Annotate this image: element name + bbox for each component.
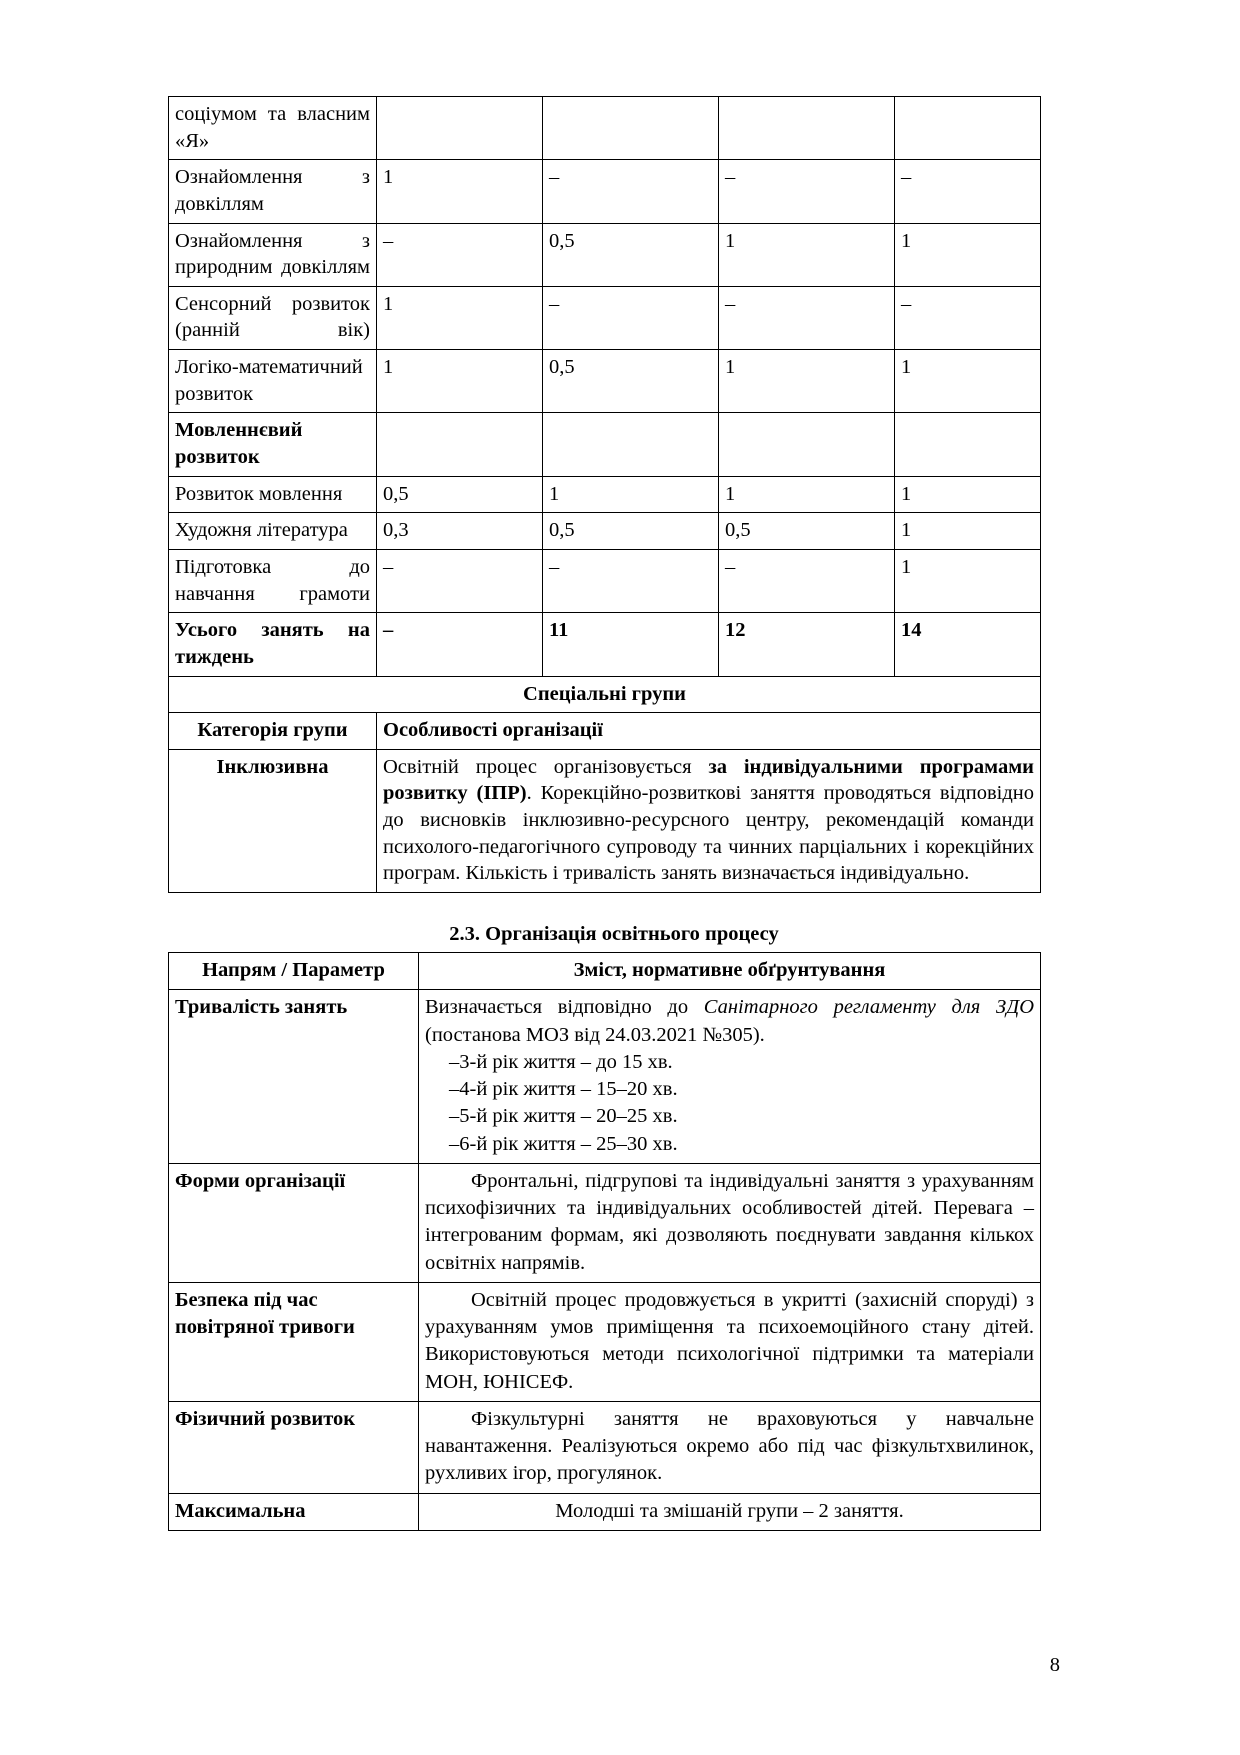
schedule-cell: 0,5: [543, 513, 719, 550]
schedule-cell: [719, 413, 895, 476]
schedule-row-label: Підготовка до навчання грамоти: [169, 549, 377, 612]
table-row: [169, 97, 1041, 160]
special-groups-header: Спеціальні групи: [169, 676, 1041, 713]
table-row: [169, 223, 1041, 286]
org-content-lead: [425, 994, 1034, 1049]
duration-list-item: –6-й рік життя – 25–30 хв.: [449, 1132, 678, 1155]
org-param-label: Безпека під час повітряної тривоги: [169, 1282, 419, 1401]
org-content-text: (постанова МОЗ від 24.03.2021 №305).: [425, 1023, 765, 1046]
schedule-cell: 1: [377, 160, 543, 223]
schedule-cell: [377, 97, 543, 160]
org-content-cell: [419, 1282, 1041, 1401]
schedule-cell: 0,5: [719, 513, 895, 550]
org-content-text: Молодші та змішаній групи – 2 заняття.: [555, 1499, 904, 1522]
section-title: 2.3. Організація освітнього процесу: [449, 923, 779, 946]
org-param-label: Тривалість занять: [169, 990, 419, 1164]
schedule-cell: 1: [895, 549, 1041, 612]
page-number: 8: [1049, 1654, 1060, 1676]
org-param-label: Фізичний розвиток: [169, 1401, 419, 1493]
special-groups-header-row: [169, 713, 1041, 750]
table-row: [169, 160, 1041, 223]
schedule-cell: 1: [719, 350, 895, 413]
schedule-cell: 1: [895, 513, 1041, 550]
org-param-label: Максимальна: [169, 1493, 419, 1530]
schedule-cell: 1: [543, 476, 719, 513]
org-param-label: Форми організації: [169, 1163, 419, 1282]
org-col-header-content: Зміст, нормативне обґрунтування: [419, 953, 1041, 990]
table-row: [169, 613, 1041, 676]
schedule-cell: 12: [719, 613, 895, 676]
organization-table: [168, 952, 1041, 1531]
schedule-cell: [895, 413, 1041, 476]
schedule-cell: –: [895, 160, 1041, 223]
org-content-text: Освітній процес продовжується в укритті (захисній споруді) з урахуванням умов приміщення та психоемоційного стану дітей. Використовуються методи психологічної підтримки та матеріали МОН, ЮНІСЕФ.: [425, 1288, 1034, 1393]
schedule-cell: 1: [895, 350, 1041, 413]
schedule-cell: 1: [377, 286, 543, 349]
schedule-cell: 1: [895, 476, 1041, 513]
schedule-cell: [719, 97, 895, 160]
schedule-cell: 0,5: [377, 476, 543, 513]
inclusive-description-text: . Корекційно-розвиткові заняття проводяться відповідно до висновків інклюзивно-ресурсного центру, рекомендацій команди психолого-педагогічного супроводу та чинних парціальних і корекційних програм. Кількість і тривалість занять визначається індивідуально.: [383, 782, 1034, 885]
table-row: [169, 549, 1041, 612]
org-content-cell: [419, 1493, 1041, 1530]
special-groups-banner-row: [169, 676, 1041, 713]
schedule-row-label: Логіко-математичний розвиток: [169, 350, 377, 413]
duration-list-item: –5-й рік життя – 20–25 хв.: [449, 1105, 678, 1128]
duration-list-item: –3-й рік життя – до 15 хв.: [449, 1050, 673, 1073]
table-row: [169, 513, 1041, 550]
org-content-text: Визначається відповідно до: [425, 996, 704, 1019]
org-content-text: Фізкультурні заняття не враховуються у навчальне навантаження. Реалізуються окремо або під час фізкультхвилинок, рухливих ігор, прогулянок.: [425, 1407, 1034, 1485]
duration-list-item: –4-й рік життя – 15–20 хв.: [449, 1078, 678, 1101]
schedule-row-label: Ознайомлення з довкіллям: [169, 160, 377, 223]
organization-table-body: [169, 953, 1041, 1531]
schedule-row-label: Ознайомлення з природним довкіллям: [169, 223, 377, 286]
inclusive-description-text: Освітній процес організовується: [383, 755, 709, 778]
org-content-cell: [419, 990, 1041, 1164]
schedule-cell: 0,3: [377, 513, 543, 550]
regulation-name: Санітарного регламенту для ЗДО: [703, 996, 1034, 1019]
schedule-row-label: Усього занять на тиждень: [169, 613, 377, 676]
schedule-cell: –: [719, 549, 895, 612]
schedule-cell: –: [719, 286, 895, 349]
schedule-cell: 1: [719, 476, 895, 513]
schedule-cell: [895, 97, 1041, 160]
schedule-cell: 14: [895, 613, 1041, 676]
inclusive-description-emphasis: за індивідуальними програмами розвитку (ІПР): [383, 755, 1034, 805]
org-content-text: Фронтальні, підгрупові та індивідуальні заняття з урахуванням психофізичних та індивідуальних особливостей дітей. Перевага – інтегрованим формам, які дозволяють поєднувати завдання кількох освітніх напрямів.: [425, 1169, 1034, 1274]
special-col-header-category: Категорія групи: [169, 713, 377, 750]
schedule-cell: 1: [377, 350, 543, 413]
inclusive-description: [377, 749, 1041, 892]
schedule-cell: –: [543, 160, 719, 223]
schedule-cell: –: [719, 160, 895, 223]
schedule-row-label: Художня література: [169, 513, 377, 550]
table-row: [169, 350, 1041, 413]
schedule-cell: –: [377, 549, 543, 612]
schedule-cell: 1: [895, 223, 1041, 286]
schedule-row-label: соціумом та власним «Я»: [169, 97, 377, 160]
table-row: [169, 1401, 1041, 1493]
schedule-row-label: Сенсорний розвиток (ранній вік): [169, 286, 377, 349]
org-content-cell: [419, 1163, 1041, 1282]
org-col-header-param: Напрям / Параметр: [169, 953, 419, 990]
table-row: [169, 413, 1041, 476]
schedule-cell: [543, 97, 719, 160]
org-content-cell: [419, 1401, 1041, 1493]
schedule-row-label: Розвиток мовлення: [169, 476, 377, 513]
schedule-cell: 0,5: [543, 223, 719, 286]
table-row: [169, 1493, 1041, 1530]
schedule-cell: 11: [543, 613, 719, 676]
schedule-cell: –: [895, 286, 1041, 349]
schedule-table: [168, 96, 1041, 893]
schedule-table-body: [169, 97, 1041, 893]
schedule-cell: –: [543, 549, 719, 612]
table-row: [169, 286, 1041, 349]
organization-header-row: [169, 953, 1041, 990]
schedule-cell: [543, 413, 719, 476]
schedule-row-label: Мовленнєвий розвиток: [169, 413, 377, 476]
inclusive-category-label: Інклюзивна: [169, 749, 377, 892]
table-row: [169, 1282, 1041, 1401]
table-row: [169, 1163, 1041, 1282]
schedule-cell: 1: [719, 223, 895, 286]
inclusive-group-row: [169, 749, 1041, 892]
schedule-cell: 0,5: [543, 350, 719, 413]
table-row: [169, 476, 1041, 513]
schedule-cell: –: [543, 286, 719, 349]
schedule-cell: –: [377, 613, 543, 676]
table-row: [169, 990, 1041, 1164]
schedule-cell: –: [377, 223, 543, 286]
schedule-cell: [377, 413, 543, 476]
special-col-header-features: Особливості організації: [377, 713, 1041, 750]
